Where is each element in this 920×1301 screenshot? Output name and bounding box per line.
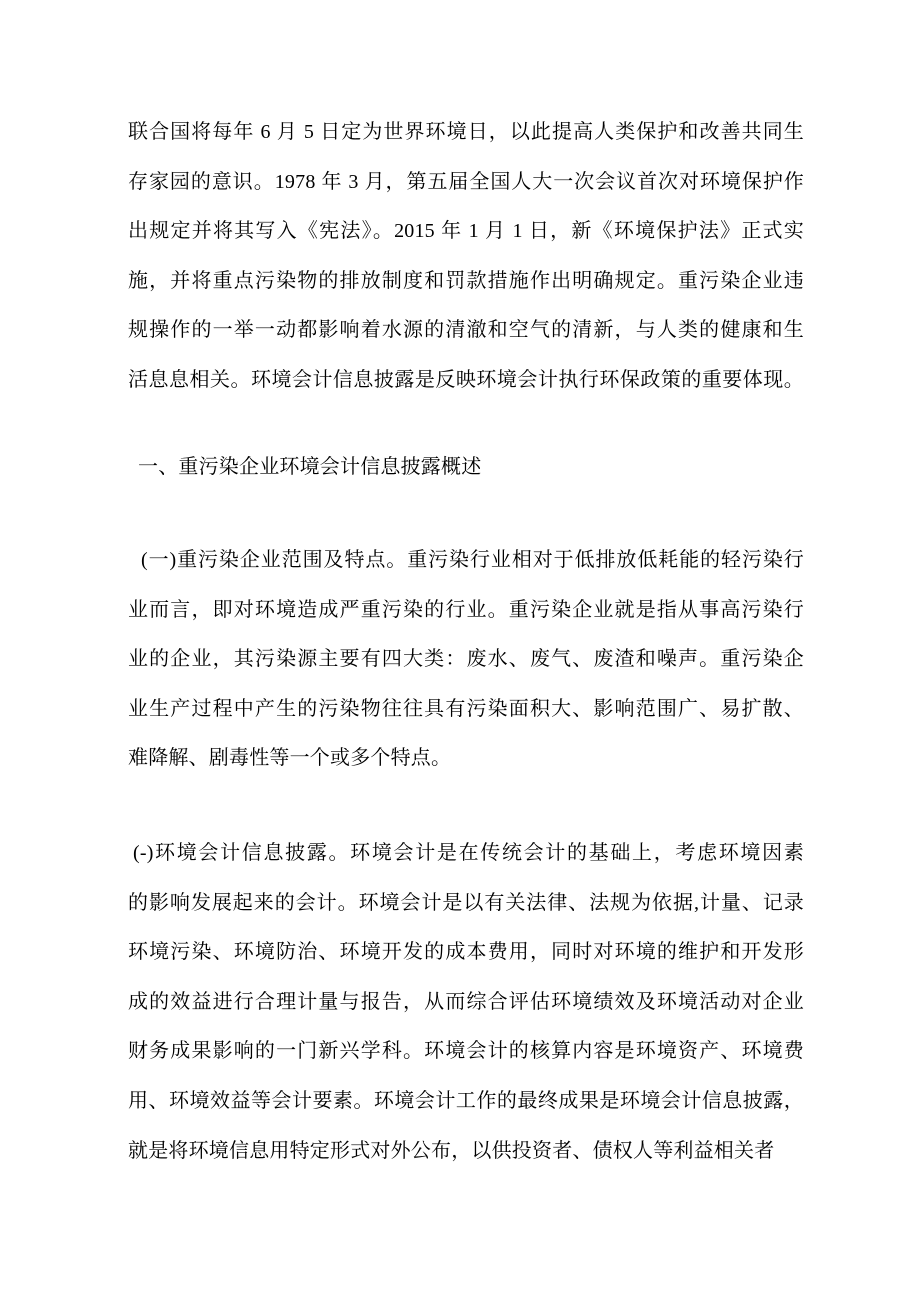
section-1-2-paragraph	[128, 829, 804, 1176]
opening-paragraph	[128, 108, 804, 406]
text-line: 规操作的一举一动都影响着水源的清澈和空气的清新，与人类的健康和生	[128, 319, 804, 342]
text-line: 施，并将重点污染物的排放制度和罚款措施作出明确规定。重污染企业违	[128, 269, 804, 292]
text-line: 成的效益进行合理计量与报告，从而综合评估环境绩效及环境活动对企业	[128, 990, 804, 1013]
text-line: 联合国将每年 6 月 5 日定为世界环境日，以此提高人类保护和改善共同生	[128, 121, 804, 143]
text-line: 就是将环境信息用特定形式对外公布，以供投资者、债权人等利益相关者	[128, 1139, 775, 1162]
text-line: 一、重污染企业环境会计信息披露概述	[138, 456, 482, 478]
text-line: 活息息相关。环境会计信息披露是反映环境会计执行环保政策的重要体现。	[128, 368, 804, 391]
text-line: 业而言，即对环境造成严重污染的行业。重污染企业就是指从事高污染行	[128, 598, 804, 621]
section-1-1-paragraph	[128, 536, 804, 784]
section-1-heading	[128, 443, 804, 493]
text-line: 业生产过程中产生的污染物往往具有污染面积大、影响范围广、易扩散、	[128, 697, 804, 720]
text-line: (一)重污染企业范围及特点。重污染行业相对于低排放低耗能的轻污染行	[141, 549, 804, 571]
text-line: 难降解、剧毒性等一个或多个特点。	[128, 747, 452, 770]
text-line: 用、环境效益等会计要素。环境会计工作的最终成果是环境会计信息披露，	[128, 1089, 804, 1112]
text-line: 财务成果影响的一门新兴学科。环境会计的核算内容是环境资产、环境费	[128, 1040, 804, 1063]
text-line: 出规定并将其写入《宪法》。2015 年 1 月 1 日，新《环境保护法》正式实	[128, 220, 804, 243]
text-line: 存家园的意识。1978 年 3 月，第五届全国人大一次会议首次对环境保护作	[128, 170, 804, 193]
text-line: 的影响发展起来的会计。环境会计是以有关法律、法规为依据,计量、记录	[128, 891, 804, 914]
text-line: 业的企业，其污染源主要有四大类：废水、废气、废渣和噪声。重污染企	[128, 648, 804, 671]
text-line: (-)环境会计信息披露。环境会计是在传统会计的基础上，考虑环境因素	[133, 842, 804, 864]
text-line: 环境污染、环境防治、环境开发的成本费用，同时对环境的维护和开发形	[128, 941, 804, 964]
